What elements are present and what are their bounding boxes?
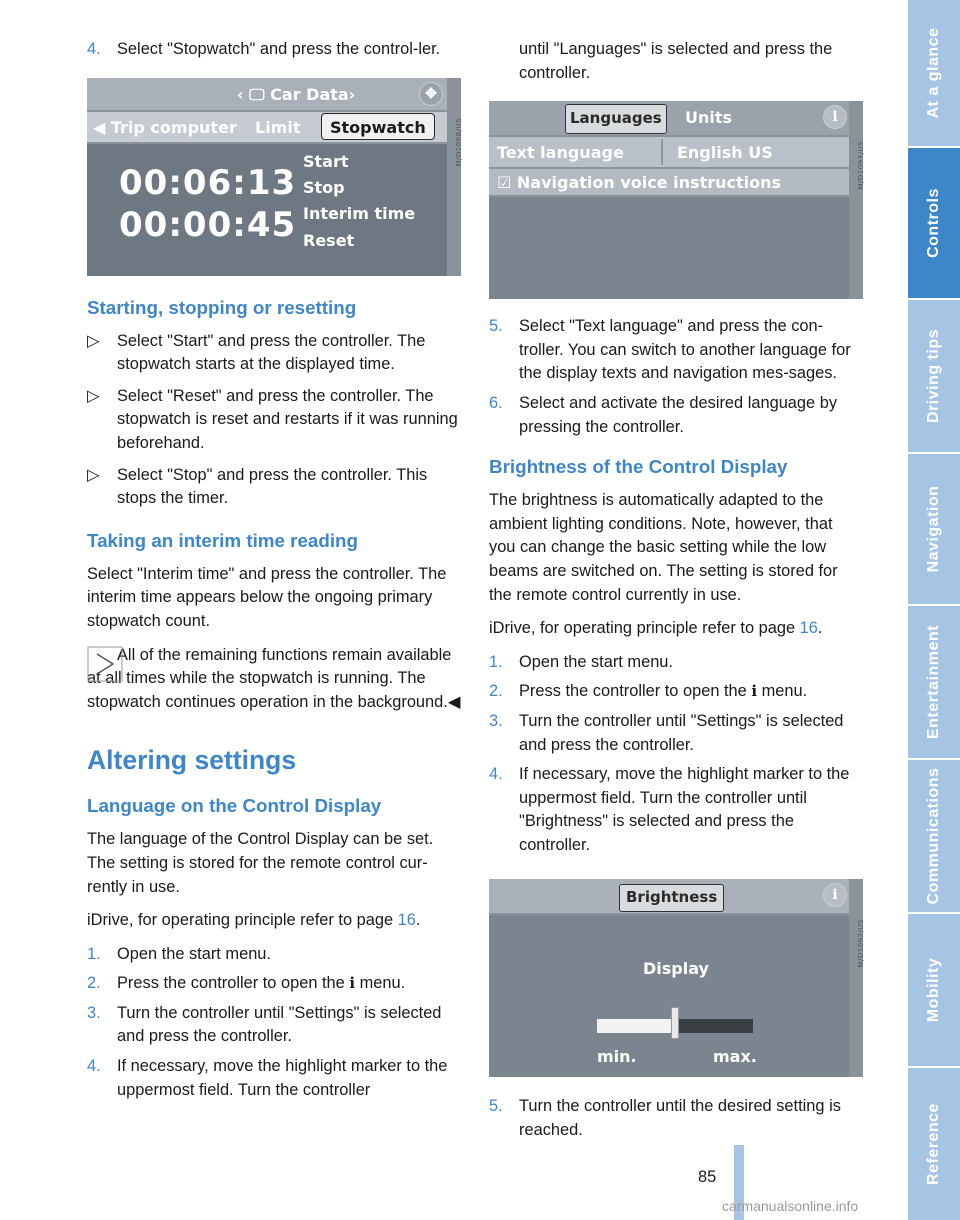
nav-voice-row[interactable] [489,169,849,195]
brightness-slider-fill [597,1019,675,1033]
heading-language: Language on the Control Display [87,795,382,817]
menu-reset[interactable]: Reset [303,230,355,250]
info-icon[interactable]: i [823,883,847,907]
menu-start[interactable]: Start [303,151,349,171]
stopwatch-body [87,144,447,276]
right-column [489,38,863,1149]
paragraph-language: The language of the Control Display can be set. The setting is stored for the remote control cur-rently in use. [87,830,434,896]
heading-altering-settings: Altering settings [87,745,297,776]
bullet-start: ▷ Select "Start" and press the controller. The stopwatch starts at the displayed time. [87,331,426,374]
text-language-value: English US [677,143,773,163]
nav-arrows-icon: ✥ [419,82,443,106]
brightness-slider-track[interactable] [675,1019,753,1033]
stopwatch-screen [87,78,461,276]
min-label: min. [597,1047,637,1067]
text-language-row[interactable] [489,137,849,167]
page-link-16[interactable]: 16 [397,911,416,930]
info-menu-icon: i [751,682,758,701]
heading-interim: Taking an interim time reading [87,529,358,551]
brightness-body [489,915,849,1077]
brightness-header [489,879,849,913]
image-code: M/D1098/US [455,117,463,167]
tab-trip-computer[interactable]: ◀ Trip computer [93,117,237,137]
page-number: 85 [698,1168,717,1186]
menu-stop[interactable]: Stop [303,177,345,197]
sidebar-tab-communications[interactable]: Communications [908,760,960,914]
brightness-screen [489,879,863,1077]
sidebar-tab-mobility[interactable]: Mobility [908,914,960,1068]
tab-stopwatch[interactable]: Stopwatch [321,113,435,140]
sidebar-tab-entertainment[interactable]: Entertainment [908,606,960,760]
lang-step-4-continued: until "Languages" is selected and press the controller. [519,40,833,82]
info-menu-icon: i [349,974,356,993]
paragraph-brightness: The brightness is automatically adapted to the ambient lighting conditions. Note, however, that you can change the basic setting while the low beams are switched on. The setting is stored for the remote control currently in use. [489,491,838,604]
chapter-sidebar [908,0,960,1220]
step-4-stopwatch: 4. Select "Stopwatch" and press the control-ler. [87,40,441,58]
tab-languages[interactable]: Languages [565,104,667,134]
lang-step-1: 1. Open the start menu. [87,944,271,963]
lang-step-5: 5. Select "Text language" and press the con-troller. You can switch to another language for the display texts and navigation mes-sages. [489,317,851,383]
image-code: M/D1093/US [857,141,865,190]
bright-step-4: 4. If necessary, move the highlight marker to the uppermost field. Turn the controller until "Brightness" is selected and press the controller. [489,765,850,854]
paragraph-idrive-ref: iDrive, for operating principle refer to page 16. [87,911,421,930]
lang-step-4: 4. If necessary, move the highlight marker to the uppermost field. Turn the controller [87,1057,448,1099]
bright-step-5: 5. Turn the controller until the desired setting is reached. [489,1097,841,1140]
info-icon[interactable]: i [823,105,847,129]
heading-brightness: Brightness of the Control Display [489,456,788,478]
max-label: max. [713,1047,757,1067]
display-label: Display [643,959,709,979]
paragraph-idrive-ref-2: iDrive, for operating principle refer to page 16. [489,619,823,638]
brightness-title: Brightness [619,884,724,912]
car-data-title: ‹ 🖵 Car Data› [237,84,356,104]
page-link-16[interactable]: 16 [799,619,818,638]
primary-time: 00:06:13 [119,162,297,203]
heading-start-stop-reset: Starting, stopping or resetting [87,296,357,318]
row-separator [661,139,663,165]
paragraph-interim: Select "Interim time" and press the controller. The interim time appears below the ongoing primary stopwatch count. [87,564,447,630]
languages-tab-bar [489,101,849,135]
sidebar-tab-reference[interactable]: Reference [908,1068,960,1220]
menu-interim-time[interactable]: Interim time [303,203,416,223]
lang-step-6: 6. Select and activate the desired language by pressing the controller. [489,393,838,436]
note-text: All of the remaining functions remain available at all times while the stopwatch is running. The stopwatch continues operation in the background.◀ [87,645,461,711]
lang-step-2: 2. Press the controller to open the i menu. [87,974,406,993]
left-column [87,38,461,1108]
note-triangle-icon [87,646,123,682]
text-language-label: Text language [497,143,624,163]
car-data-header [87,78,447,110]
sidebar-tab-at-a-glance[interactable]: At a glance [908,0,960,148]
interim-time: 00:00:45 [119,204,297,245]
bright-step-3: 3. Turn the controller until "Settings" is selected and press the controller. [489,711,844,754]
watermark: carmanualsonline.info [722,1198,859,1214]
sidebar-tab-driving-tips[interactable]: Driving tips [908,300,960,454]
languages-screen [489,101,863,299]
languages-body [489,197,849,299]
tab-limit[interactable]: Limit [255,117,301,137]
sidebar-tab-controls[interactable]: Controls [908,148,960,300]
bullet-reset: ▷ Select "Reset" and press the controller. The stopwatch is reset and restarts if it was running beforehand. [87,386,458,452]
bullet-stop: ▷ Select "Stop" and press the controller. This stops the timer. [87,465,428,508]
lang-step-3: 3. Turn the controller until "Settings" is selected and press the controller. [87,1003,442,1046]
image-code: M/D1092/US [857,919,865,968]
tab-bar [87,112,447,142]
bright-step-1: 1. Open the start menu. [489,652,673,671]
note-block [87,644,461,715]
tab-units[interactable]: Units [685,108,733,128]
sidebar-tab-navigation[interactable]: Navigation [908,454,960,606]
brightness-slider-handle[interactable] [671,1007,679,1039]
bright-step-2: 2. Press the controller to open the i menu. [489,682,808,701]
nav-voice-label: ☑ Navigation voice instructions [497,173,782,193]
